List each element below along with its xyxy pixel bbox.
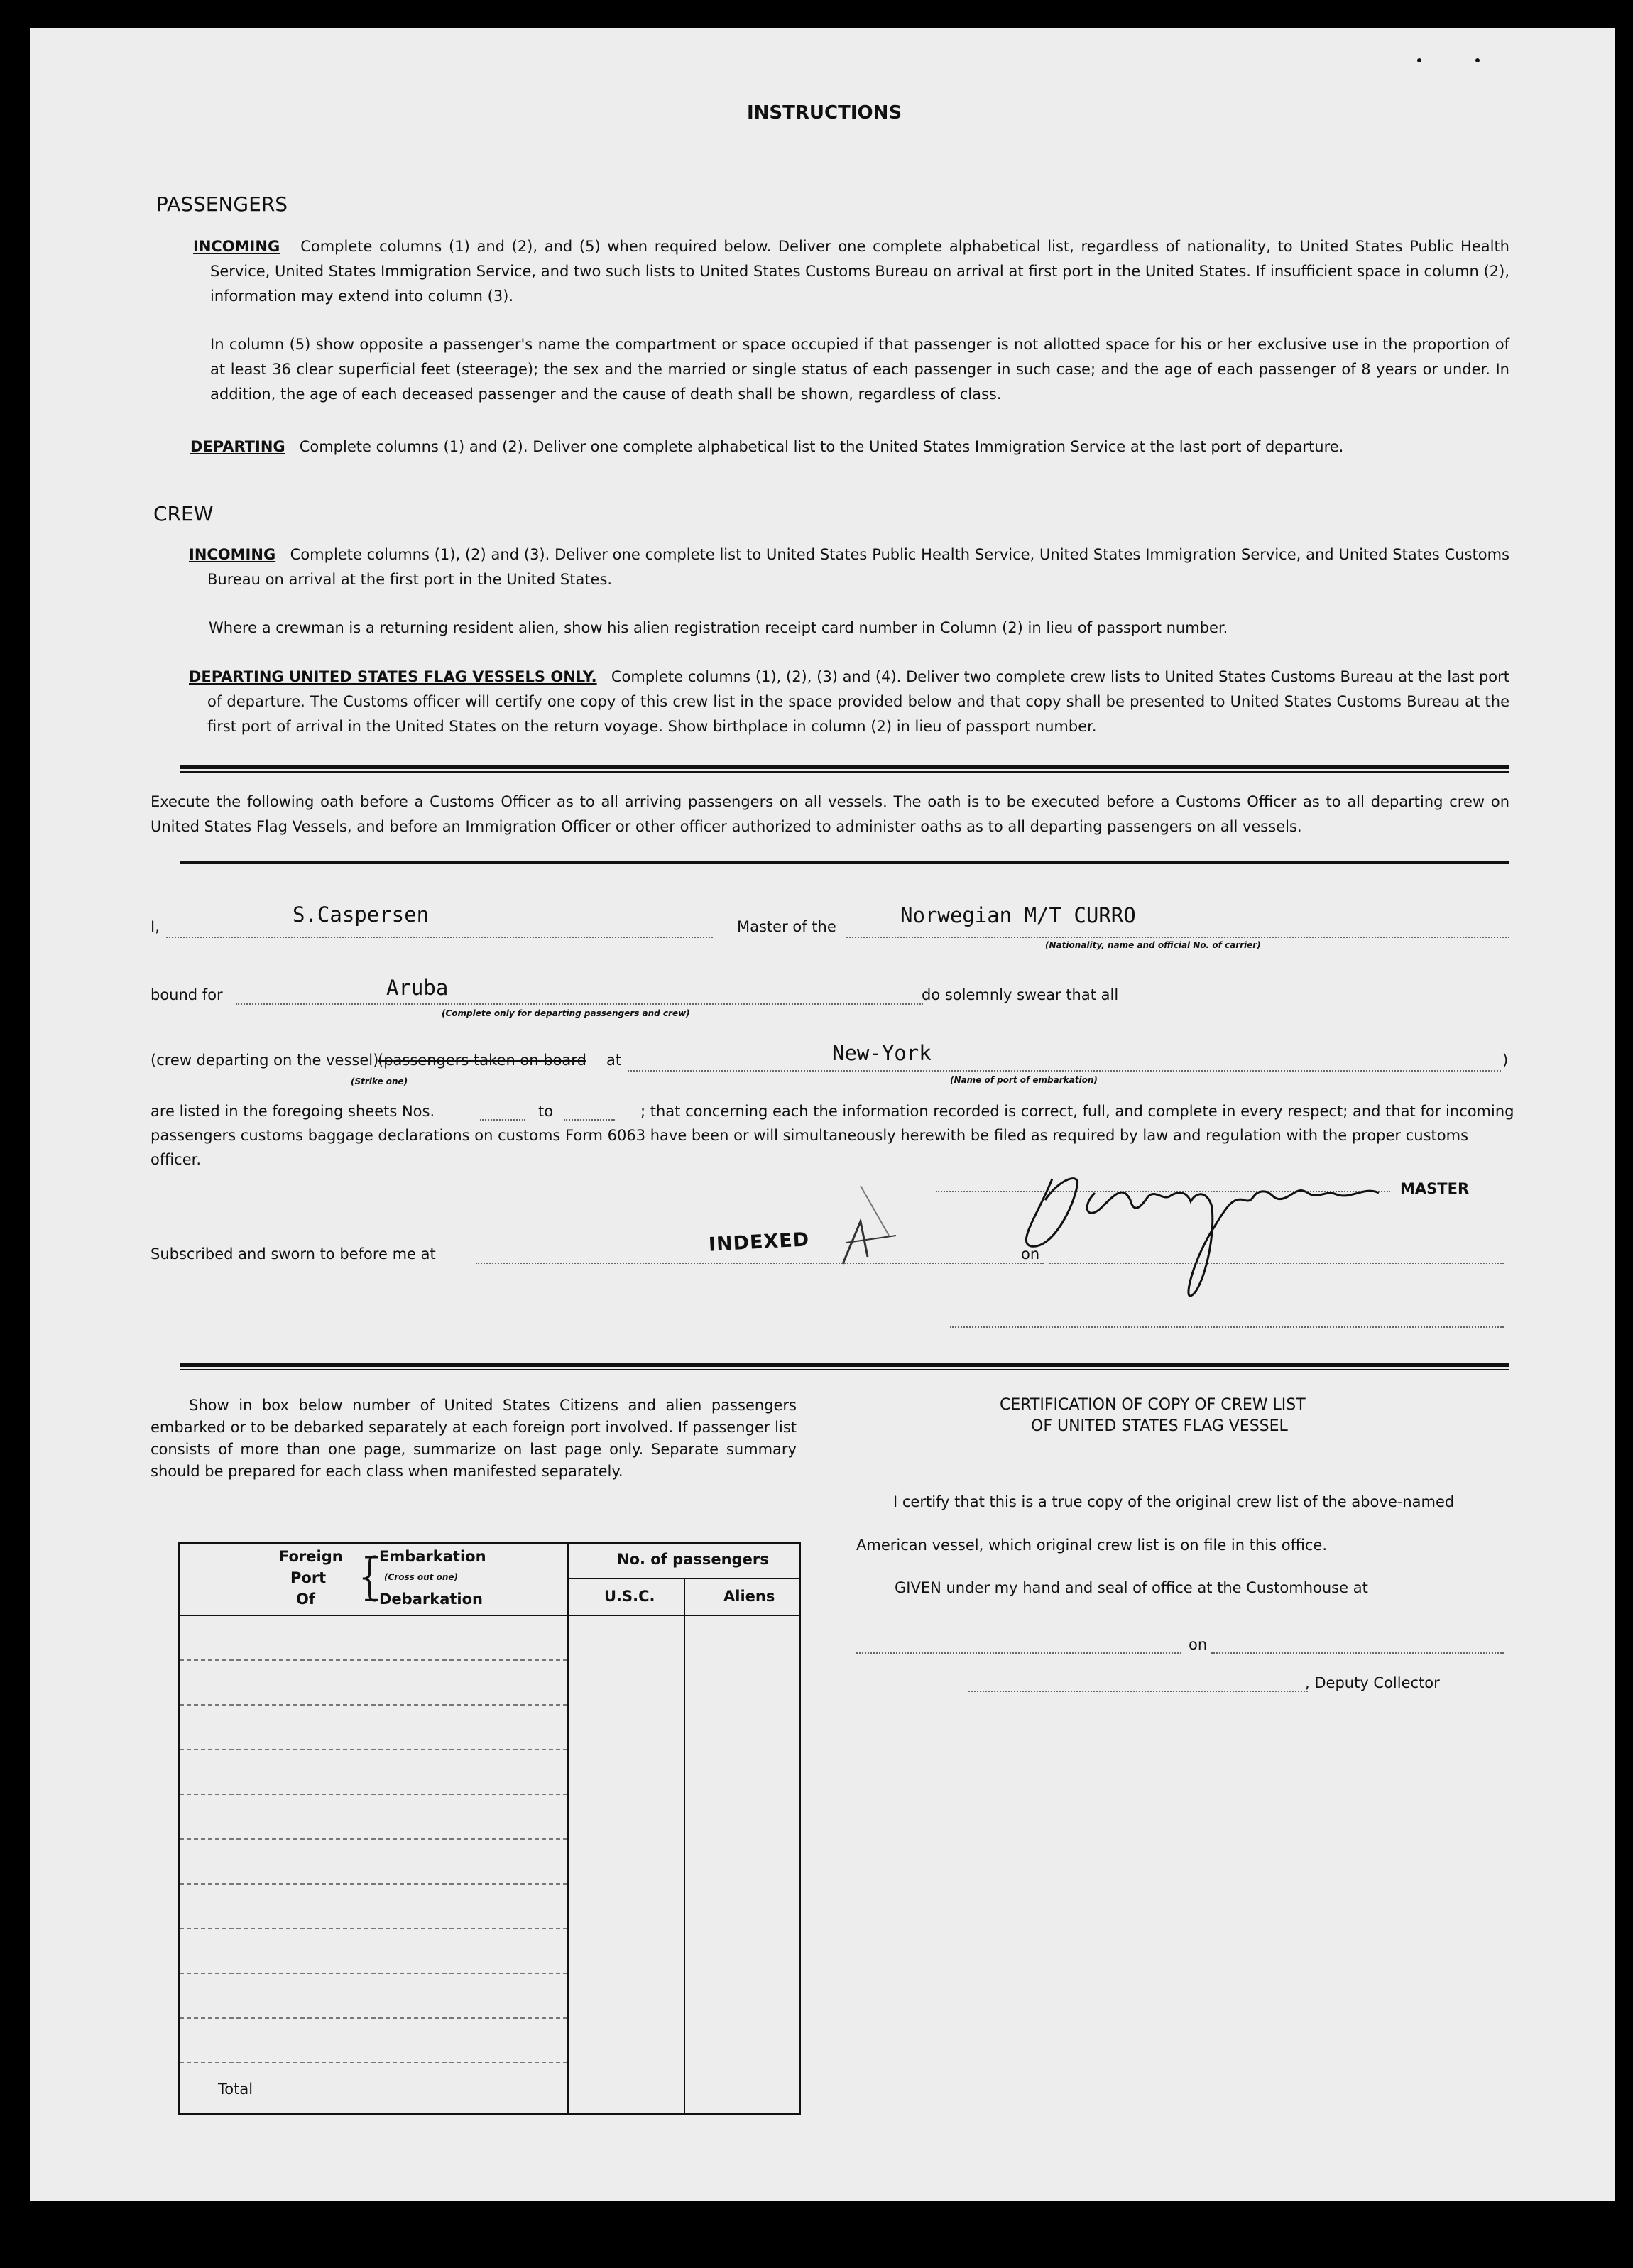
certification-title-1: CERTIFICATION OF COPY OF CREW LIST — [1000, 1396, 1306, 1414]
certification-on-label: on — [1189, 1636, 1208, 1653]
strike-note: (Strike one) — [351, 1076, 408, 1086]
summary-instruction: Show in box below number of United States Citizens and alien passengers embarked or to be debarked separately at each foreign port involved. If passenger list consists of more than one page, summarize on last page only. Separate summary should be prepared for each class when manifested separately. — [151, 1397, 797, 1480]
bound-for-label: bound for — [151, 986, 223, 1003]
table-row[interactable] — [180, 1750, 567, 1795]
officer-signature-line — [950, 1326, 1504, 1328]
port-line — [628, 1070, 1501, 1072]
vessel-field: Norwegian M/T CURRO — [900, 903, 1136, 927]
table-row[interactable] — [180, 1661, 567, 1706]
listed-label-1: are listed in the foregoing sheets Nos. — [151, 1103, 435, 1120]
vessel-line — [846, 937, 1509, 938]
foreign-port-column — [179, 1615, 569, 2115]
crew-departing-paragraph — [189, 665, 1510, 739]
cross-note: (Cross out one) — [384, 1572, 459, 1582]
table-row[interactable] — [180, 1974, 567, 2019]
deputy-collector-label: , Deputy Collector — [1305, 1674, 1440, 1691]
bound-for-line — [236, 1003, 923, 1005]
customhouse-line — [856, 1652, 1181, 1654]
subscribed-label: Subscribed and sworn to before me at — [151, 1245, 436, 1263]
master-name-line — [166, 937, 713, 938]
col-foreign: Foreign — [279, 1548, 343, 1565]
table-row[interactable] — [180, 1795, 567, 1840]
brace: { — [354, 1547, 386, 1605]
header-col-divider — [684, 1578, 685, 1615]
passengers-incoming-text: Complete columns (1) and (2), and (5) when required below. Deliver one complete alphabetical list, regardless of nationality, to United States Public Health Service, United States Immigration Service, and two such lists to United States Customs Bureau on arrival at first port in the United States. If insufficient space in column (2), information may extend into column (3). — [210, 238, 1509, 305]
passengers-departing-label: DEPARTING — [190, 438, 285, 455]
master-signature — [1010, 1157, 1407, 1307]
column5-paragraph: In column (5) show opposite a passenger's name the compartment or space occupied if that passenger is not allotted space for his or her exclusive use in the proportion of at least 36 clear superficial feet (steerage); the sex and the married or single status of each passenger in such case; and the age of each passenger of 8 years or under. In addition, the age of each deceased passenger and the cause of death shall be shown, regardless of class. — [210, 336, 1509, 403]
passengers-departing-paragraph — [190, 435, 1509, 459]
subscribed-date-line — [1049, 1263, 1504, 1264]
passengers-departing-text: Complete columns (1) and (2). Deliver one complete alphabetical list to the United States Immigration Service at the last port of departure. — [299, 438, 1344, 455]
swear-label: do solemnly swear that all — [922, 986, 1119, 1003]
passengers-incoming-label: INCOMING — [193, 238, 280, 255]
crew-departing-label: DEPARTING UNITED STATES FLAG VESSELS ONLY. — [189, 668, 597, 685]
section-rule — [180, 861, 1509, 864]
master-name-field: S.Caspersen — [293, 903, 430, 927]
table-row[interactable] — [180, 2019, 567, 2063]
certification-line-3: GIVEN under my hand and seal of office at the Customhouse at — [895, 1579, 1368, 1596]
col-port: Port — [290, 1569, 327, 1586]
usc-label: U.S.C. — [604, 1588, 655, 1605]
deputy-signature-line — [968, 1691, 1308, 1692]
close-paren: ) — [1502, 1052, 1509, 1069]
at-label: at — [606, 1052, 622, 1069]
corner-mark — [1475, 58, 1480, 62]
page-title: INSTRUCTIONS — [747, 102, 902, 124]
oath-instruction: Execute the following oath before a Customs Officer as to all arriving passengers on all vessels. The oath is to be executed before a Customs Officer as to all departing crew on United States Flag Vessels, and before an Immigration Officer or other officer authorized to administer oaths as to all departing passengers on all vessels. — [151, 793, 1509, 835]
port-note: (Name of port of embarkation) — [950, 1075, 1098, 1085]
certification-date-line — [1211, 1652, 1504, 1654]
crew-departing-label: (crew departing on the vessel) — [151, 1052, 379, 1069]
usc-column[interactable] — [568, 1615, 684, 2115]
master-label: MASTER — [1400, 1180, 1470, 1197]
listed-label-4: officer. — [151, 1151, 201, 1168]
listed-label-2: ; that concerning each the information recorded is correct, full, and complete in every respect; and that for incoming — [640, 1103, 1514, 1120]
crew-incoming-text: Complete columns (1), (2) and (3). Deliver one complete list to United States Public Health Service, United States Immigration Service, and United States Customs Bureau on arrival at the first port in the United States. — [207, 546, 1510, 588]
listed-label-3: passengers customs baggage declarations on customs Form 6063 have been or will simultaneously herewith be filed as required by law and regulation with the proper customs — [151, 1127, 1469, 1144]
certification-line-2: American vessel, which original crew list is on file in this office. — [856, 1537, 1328, 1554]
aliens-column[interactable] — [684, 1615, 800, 2115]
i-label: I, — [151, 918, 160, 935]
passengers-incoming-paragraph — [193, 234, 1509, 309]
crew-heading: CREW — [153, 502, 214, 525]
table-row[interactable] — [180, 1929, 567, 1974]
port-field: New-York — [832, 1041, 932, 1065]
bound-for-field: Aruba — [386, 976, 449, 1000]
col-of: Of — [296, 1591, 315, 1608]
crew-resident-paragraph: Where a crewman is a returning resident alien, show his alien registration receipt card number in Column (2) in lieu of passport number. — [209, 619, 1228, 636]
master-of-label: Master of the — [737, 918, 836, 935]
passenger-summary-table — [178, 1542, 801, 2115]
subscribed-place-line — [476, 1263, 1044, 1264]
bound-note: (Complete only for departing passengers and crew) — [442, 1008, 690, 1018]
certification-line-1: I certify that this is a true copy of the original crew list of the above-named — [893, 1493, 1455, 1510]
to-label: to — [538, 1103, 554, 1120]
document-page — [30, 28, 1615, 2201]
foreign-port-header — [179, 1543, 569, 1616]
crew-departing-text: Complete columns (1), (2), (3) and (4). Deliver two complete crew lists to United States Customs Bureau at the last port of departure. The Customs officer will certify one copy of this crew list in the space provided below and that copy shall be presented to United States Customs Bureau at the first port of arrival in the United States on the return voyage. Show birthplace in column (2) in lieu of passport number. — [207, 668, 1510, 735]
vessel-note: (Nationality, name and official No. of carrier) — [1045, 940, 1261, 950]
embarkation-option[interactable]: —Embarkation — [364, 1548, 486, 1565]
crew-incoming-label: INCOMING — [189, 546, 276, 563]
sheet-to-line — [564, 1119, 615, 1121]
aliens-label: Aliens — [723, 1588, 775, 1605]
table-row[interactable] — [180, 1616, 567, 1661]
debarkation-option[interactable]: —Debarkation — [364, 1591, 483, 1608]
table-row[interactable] — [180, 1840, 567, 1885]
indexed-stamp: INDEXED — [708, 1228, 810, 1256]
sheet-from-line — [480, 1119, 525, 1121]
subscribed-on-label: on — [1021, 1245, 1040, 1263]
table-row[interactable] — [180, 1885, 567, 1929]
passengers-heading: PASSENGERS — [156, 192, 288, 216]
corner-mark — [1417, 58, 1421, 62]
section-rule — [180, 765, 1509, 773]
total-row — [180, 2063, 567, 2113]
passengers-struck-label: (passengers taken on board — [378, 1052, 586, 1069]
table-row[interactable] — [180, 1706, 567, 1750]
passengers-header — [568, 1543, 800, 1616]
certification-title-2: OF UNITED STATES FLAG VESSEL — [1031, 1417, 1288, 1435]
crew-incoming-paragraph — [189, 543, 1510, 592]
no-passengers-label: No. of passengers — [617, 1551, 769, 1568]
total-label: Total — [218, 2081, 253, 2098]
section-rule — [180, 1363, 1509, 1370]
